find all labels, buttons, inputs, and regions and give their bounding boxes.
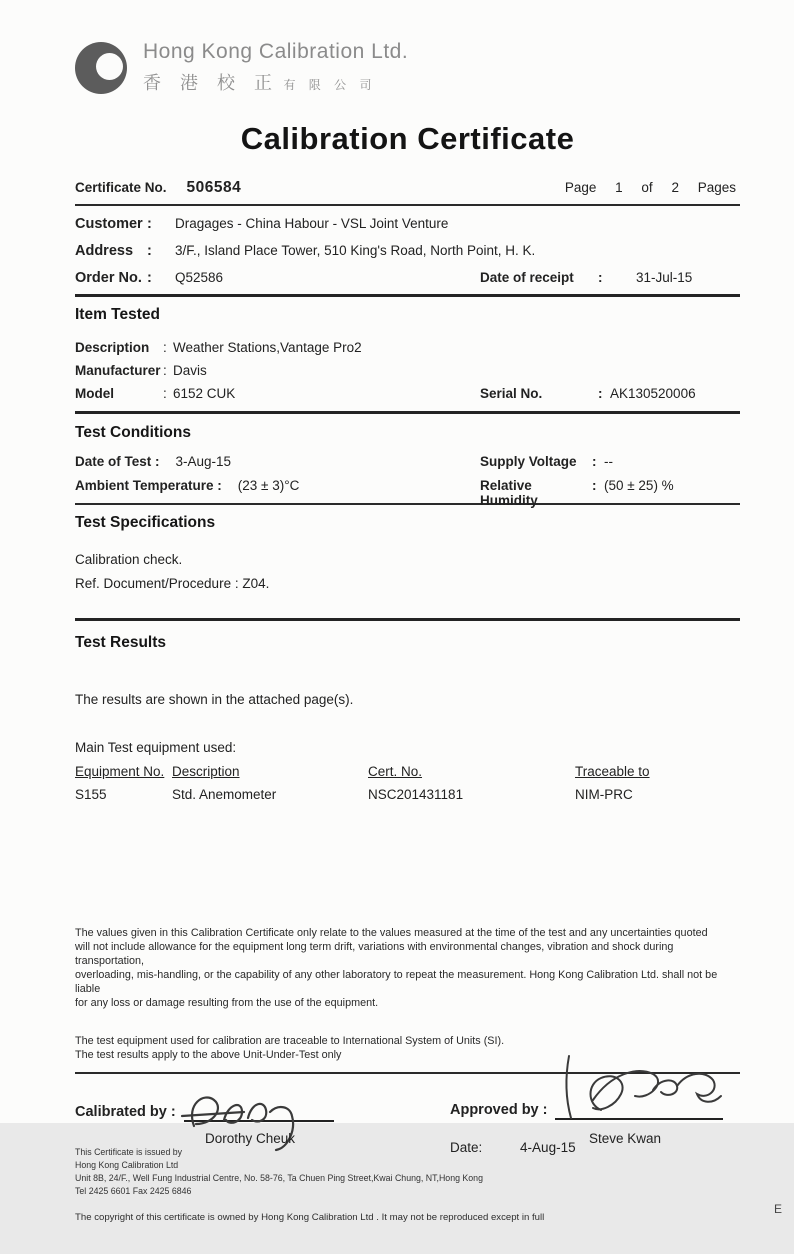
section-test-conditions: Test Conditions (75, 424, 191, 441)
results-note: The results are shown in the attached page(s). (75, 692, 354, 707)
calibrated-by-name: Dorothy Cheuk (204, 1131, 296, 1146)
customer-label: Customer (75, 216, 143, 232)
description-label: Description (75, 340, 150, 355)
supply-voltage-label: Supply Voltage (480, 454, 577, 469)
copyright-statement: The copyright of this certificate is owned by Hong Kong Calibration Ltd . It may not be reproduced except in full (75, 1212, 545, 1223)
calibrated-by-block (75, 1104, 334, 1122)
page-indicator (550, 180, 736, 195)
calibrated-signature-line (184, 1120, 334, 1122)
equipment-col-description: Description (172, 764, 240, 779)
manufacturer-value: Davis (173, 363, 207, 378)
colon: : (598, 270, 603, 285)
date-of-test-label: Date of Test : (75, 454, 160, 469)
page-total: 2 (671, 180, 679, 195)
order-row (75, 270, 740, 286)
date-of-test-value: 3-Aug-15 (175, 454, 232, 469)
order-no-value: Q52586 (175, 270, 224, 285)
serial-no-value: AK130520006 (610, 386, 696, 401)
approved-by-block (450, 1102, 723, 1120)
customer-value: Dragages - China Habour - VSL Joint Venture (175, 216, 449, 231)
divider (75, 411, 740, 414)
date-value: 4-Aug-15 (520, 1140, 576, 1155)
description-value: Weather Stations,Vantage Pro2 (173, 340, 362, 355)
equipment-table-row (75, 787, 740, 802)
supply-voltage-value: -- (604, 454, 613, 469)
divider (75, 618, 740, 621)
description-row (75, 340, 740, 355)
serial-no-pair (480, 386, 696, 401)
ambient-row (75, 478, 740, 508)
equipment-table-header (75, 764, 740, 779)
manufacturer-row (75, 363, 740, 378)
test-date-row (75, 454, 740, 469)
issuer-line-3: Unit 8B, 24/F., Well Fung Industrial Centre, No. 58-76, Ta Chuen Ping Street,Kwai Chung, NT,Hong Kong (75, 1173, 483, 1183)
equipment-col-no: Equipment No. (75, 764, 165, 779)
signoff-area (75, 1074, 782, 1254)
disclaimer-line-1: The values given in this Calibration Certificate only relate to the values measured at the time of the test and any uncertainties quoted (75, 927, 708, 939)
divider (75, 204, 740, 206)
address-row (75, 243, 740, 259)
certificate-no-label: Certificate No. (75, 180, 167, 195)
page-of-label: of (641, 180, 653, 195)
manufacturer-label: Manufacturer (75, 363, 161, 378)
page-edge-letter: E (773, 1202, 782, 1216)
colon: : (163, 340, 167, 355)
colon: : (592, 478, 597, 493)
uut-statement: The test results apply to the above Unit-Under-Test only (75, 1049, 342, 1061)
document-title: Calibration Certificate (240, 121, 575, 156)
equipment-description-value: Std. Anemometer (172, 787, 277, 802)
issuer-block (75, 1146, 483, 1198)
issuer-line-4: Tel 2425 6601 Fax 2425 6846 (75, 1186, 192, 1196)
serial-no-label: Serial No. (480, 386, 543, 401)
model-row (75, 386, 740, 401)
equipment-intro: Main Test equipment used: (75, 740, 237, 755)
approved-by-name: Steve Kwan (588, 1131, 662, 1146)
approved-signature-line (555, 1118, 723, 1120)
company-name-chinese (143, 69, 408, 95)
divider (75, 294, 740, 297)
company-logo-icon (75, 42, 127, 94)
company-name-chinese-suffix: 有 限 公 司 (283, 78, 377, 92)
section-test-specifications: Test Specifications (75, 514, 216, 531)
relative-humidity-label: Relative Humidity (480, 478, 538, 508)
company-name-chinese-main: 香 港 校 正 (143, 73, 280, 93)
colon: : (147, 243, 152, 259)
date-label: Date: (450, 1140, 483, 1155)
spec-line-1: Calibration check. (75, 552, 183, 567)
equipment-no-value: S155 (75, 787, 107, 802)
disclaimer-line-2: will not include allowance for the equipment long term drift, variations with environmental changes, vibration and shock during transportation, (75, 941, 674, 967)
equipment-col-cert-no: Cert. No. (368, 764, 423, 779)
colon: : (592, 454, 597, 469)
page-current: 1 (615, 180, 623, 195)
page-label: Page (564, 180, 597, 195)
traceability-statement: The test equipment used for calibration are traceable to International System of Units (SI). (75, 1035, 505, 1047)
spec-line-2: Ref. Document/Procedure : Z04. (75, 576, 270, 591)
date-of-receipt-pair (480, 270, 692, 285)
logo-crescent-cutout (96, 53, 123, 80)
supply-voltage-pair (480, 454, 613, 469)
colon: : (598, 386, 603, 401)
approved-by-label: Approved by : (450, 1102, 548, 1118)
certificate-no-value: 506584 (186, 179, 242, 196)
ambient-temperature-label: Ambient Temperature : (75, 478, 222, 493)
disclaimer-paragraph (75, 926, 740, 1010)
approval-date-row (450, 1140, 576, 1155)
issuer-line-1: This Certificate is issued by (75, 1147, 183, 1157)
certificate-number-row (75, 179, 740, 197)
equipment-traceable-value: NIM-PRC (575, 787, 633, 802)
colon: : (147, 270, 152, 286)
company-names (143, 40, 408, 95)
section-item-tested: Item Tested (75, 306, 160, 323)
colon: : (163, 363, 167, 378)
address-label: Address (75, 243, 134, 259)
model-label: Model (75, 386, 114, 401)
approved-signature-scribble (553, 1052, 729, 1124)
model-value: 6152 CUK (173, 386, 236, 401)
company-name-english: Hong Kong Calibration Ltd. (143, 40, 409, 63)
date-of-receipt-label: Date of receipt (480, 270, 574, 285)
pages-label: Pages (697, 180, 736, 195)
issuer-line-2: Hong Kong Calibration Ltd (75, 1160, 179, 1170)
equipment-cert-no-value: NSC201431181 (368, 787, 464, 802)
colon: : (147, 216, 152, 232)
address-value: 3/F., Island Place Tower, 510 King's Road, North Point, H. K. (175, 243, 536, 258)
relative-humidity-value: (50 ± 25) % (604, 478, 674, 493)
equipment-col-traceable: Traceable to (575, 764, 650, 779)
colon: : (163, 386, 167, 401)
customer-row (75, 216, 740, 232)
section-test-results: Test Results (75, 634, 167, 651)
disclaimer-line-4: for any loss or damage resulting from the use of the equipment. (75, 997, 379, 1009)
ambient-temperature-value: (23 ± 3)°C (237, 478, 300, 493)
relative-humidity-pair (480, 478, 674, 508)
order-no-label: Order No. (75, 270, 142, 286)
calibrated-by-label: Calibrated by : (75, 1104, 176, 1120)
letterhead (75, 40, 740, 95)
disclaimer-line-3: overloading, mis-handling, or the capability of any other laboratory to repeat the measurement. Hong Kong Calibration Ltd. shall not be liable (75, 969, 718, 995)
date-of-receipt-value: 31-Jul-15 (636, 270, 693, 285)
